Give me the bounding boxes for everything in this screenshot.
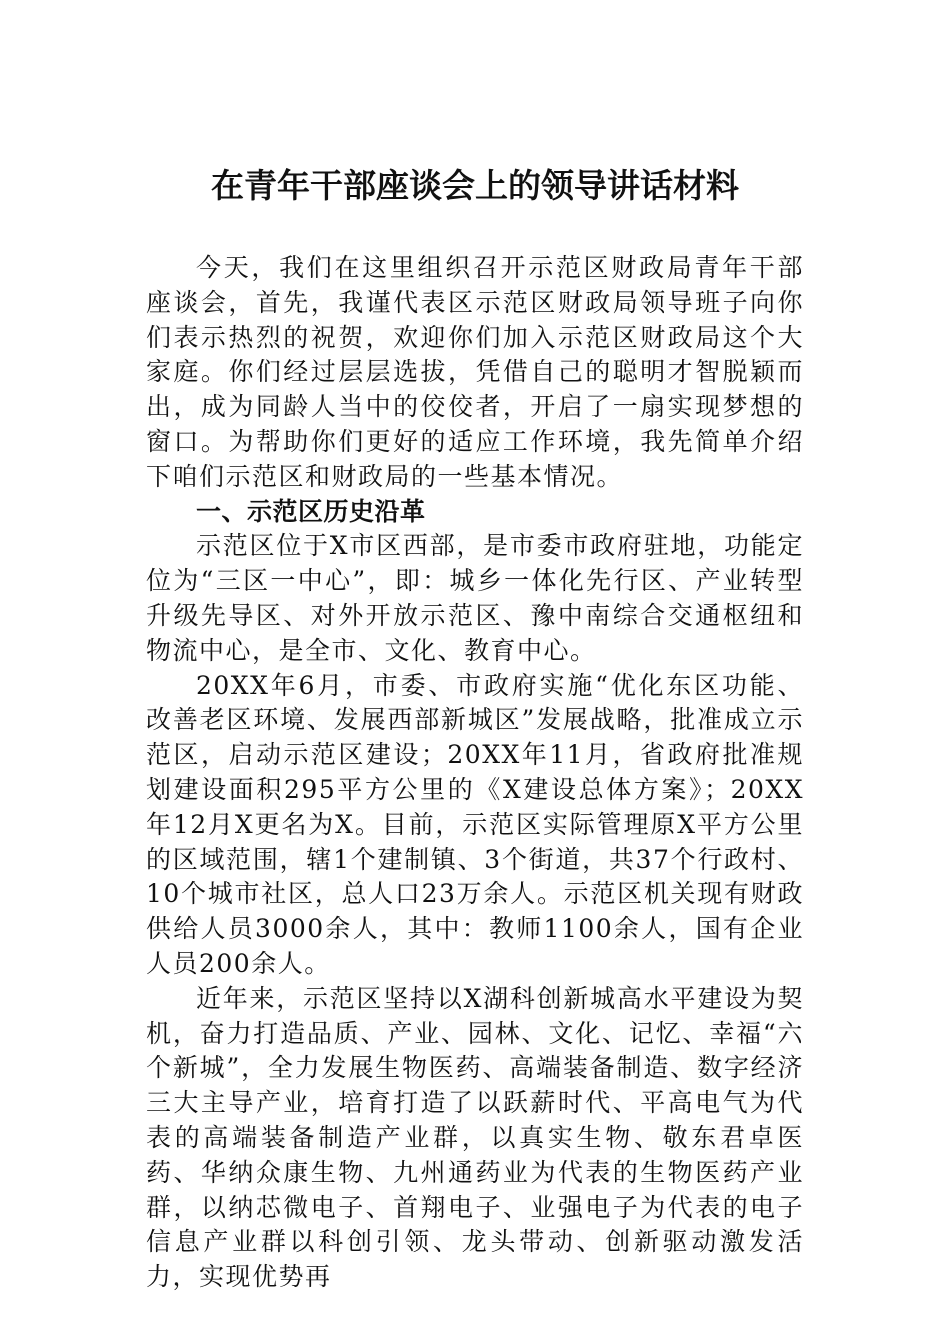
section-paragraph-location: 示范区位于X市区西部，是市委市政府驻地，功能定位为“三区一中心”，即：城乡一体化先行区、产业转型升级先导区、对外开放示范区、豫中南综合交通枢纽和物流中心，是全市、文化、教育中心。 [146,531,804,665]
section-heading: 一、示范区历史沿革 [196,496,426,526]
section-paragraph-history: 20XX年6月，市委、市政府实施“优化东区功能、改善老区环境、发展西部新城区”发展战略，批准成立示范区，启动示范区建设；20XX年11月，省政府批准规划建设面积295平方公里的《X建设总体方案》；20XX年12月X更名为X。目前，示范区实际管理原X平方公里的区域范围，辖1个建制镇、3个街道，共37个行政村、10个城市社区，总人口23万余人。示范区机关现有财政供给人员3000余人，其中：教师1100余人，国有企业人员200余人。 [146,670,804,978]
intro-paragraph: 今天，我们在这里组织召开示范区财政局青年干部座谈会，首先，我谨代表区示范区财政局领导班子向你们表示热烈的祝贺，欢迎你们加入示范区财政局这个大家庭。你们经过层层选拔，凭借自己的聪明才智脱颖而出，成为同龄人当中的佼佼者，开启了一扇实现梦想的窗口。为帮助你们更好的适应工作环境，我先简单介绍下咱们示范区和财政局的一些基本情况。 [146,253,804,491]
section-paragraph-development: 近年来，示范区坚持以X湖科创新城高水平建设为契机，奋力打造品质、产业、园林、文化、记忆、幸福“六个新城”，全力发展生物医药、高端装备制造、数字经济三大主导产业，培育打造了以跃薪时代、平高电气为代表的高端装备制造产业群，以真实生物、敬东君卓医药、华纳众康生物、九州通药业为代表的生物医药产业群，以纳芯微电子、首翔电子、业强电子为代表的电子信息产业群以科创引领、龙头带动、创新驱动激发活力，实现优势再 [146,983,804,1292]
document-body [146,251,804,1295]
document-title: 在青年干部座谈会上的领导讲话材料 [211,166,739,205]
